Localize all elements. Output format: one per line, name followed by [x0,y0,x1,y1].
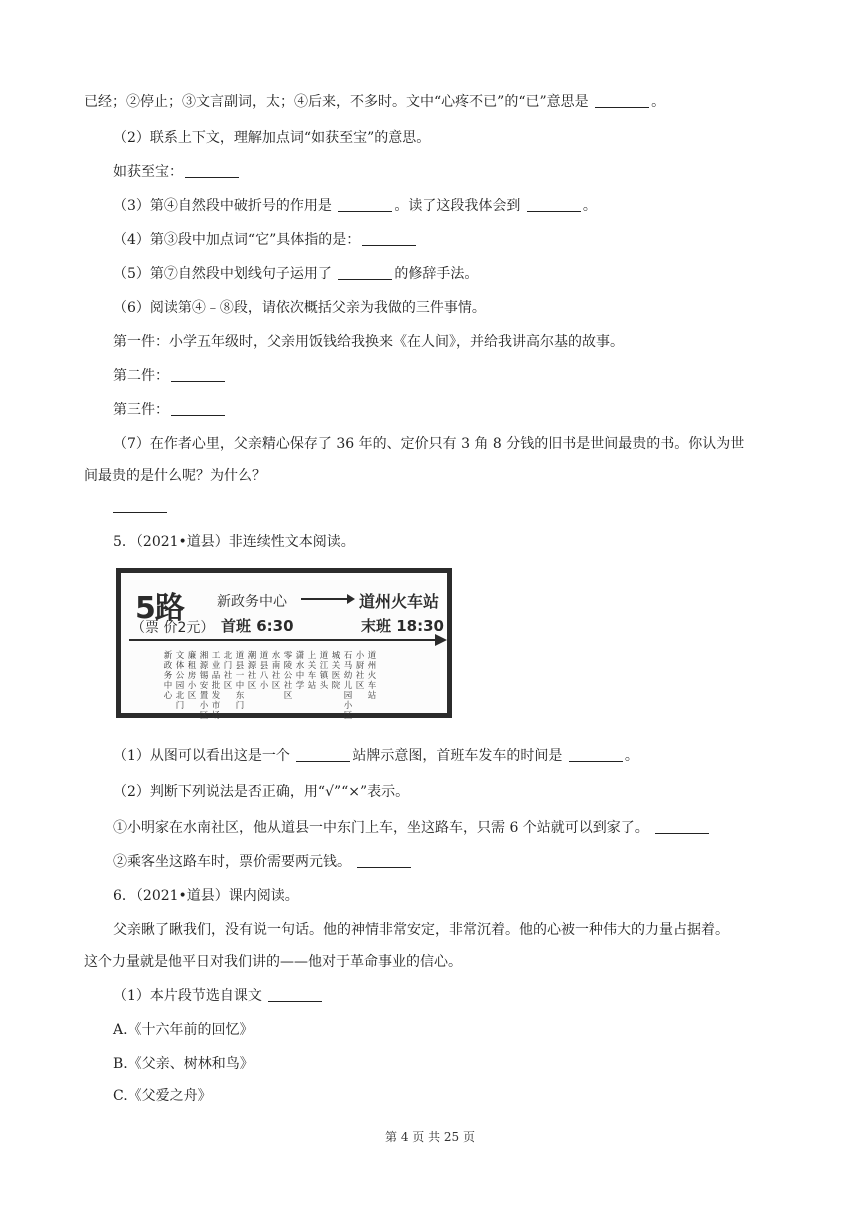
line-text: B.《父亲、树林和鸟》 [113,1056,254,1072]
station-list [163,651,377,721]
answer-blank[interactable] [338,197,392,212]
text-line-24 [113,1086,212,1106]
text-line-4 [113,196,597,216]
page-footer: 第 4 页 共 25 页 [385,1130,475,1144]
first-bus-time: 首班 6:30 [221,617,294,635]
text-line-6 [113,264,478,284]
answer-blank[interactable] [357,853,411,868]
text-line-20 [84,952,462,972]
bus-station-8: 潮 源 社 区 [247,651,257,691]
bus-sign-frame [116,568,452,721]
line-text-mid: 。读了这段我体会到 [394,198,525,214]
bus-fare: （票 价2元） [131,620,215,636]
bus-station-5: 工 业 品 批 发 市 场 [211,651,221,721]
line-text: （1）从图可以看出这是一个 [113,748,295,764]
text-line-12 [84,466,266,486]
bus-station-13: 上 关 车 站 [307,651,317,691]
text-line-1 [84,92,665,112]
text-line-9 [113,366,227,386]
line-text: C.《父爱之舟》 [113,1088,212,1104]
line-text: 第三件： [113,402,169,418]
text-line-13 [113,532,355,552]
text-line-7 [113,298,486,318]
bus-station-15: 城 关 医 院 [331,651,341,691]
bus-station-11: 零 陵 公 社 区 [283,651,293,701]
bus-station-9: 道 县 八 小 [259,651,269,691]
text-line-3 [113,162,241,182]
line-text: （3）第④自然段中破折号的作用是 [113,198,337,214]
answer-blank[interactable] [338,265,392,280]
line-text: 如获至宝： [113,164,183,180]
text-line-15 [113,782,409,802]
line-text: 父亲瞅了瞅我们，没有说一句话。他的神情非常安定，非常沉着。他的心被一种伟大的力量占据着。 [113,922,729,938]
line-text-suffix: 。 [651,94,666,110]
answer-blank[interactable] [171,401,225,416]
answer-blank-2[interactable] [527,197,581,212]
text-line-21 [113,986,324,1006]
bus-route-number: 5路 [135,591,184,626]
text-line-5 [113,230,418,250]
text-line-2 [113,128,430,148]
line-text-mid: 站牌示意图，首班车发车的时间是 [352,748,567,764]
text-line-8 [113,332,624,352]
bus-station-7: 道 县 一 中 东 门 [235,651,245,711]
answer-blank-2[interactable] [569,747,623,762]
line-text: 第一件：小学五年级时，父亲用饭钱给我换来《在人间》，并给我讲高尔基的故事。 [113,334,624,350]
text-line-17 [113,852,413,872]
bus-origin: 新政务中心 [217,594,287,610]
bus-station-18: 道 州 火 车 站 [367,651,377,701]
line-text: （4）第③段中加点词“它”具体指的是： [113,232,361,248]
line-text: （2）判断下列说法是否正确，用“√”“×”表示。 [113,784,410,800]
line-text: （6）阅读第④﹣⑧段，请依次概括父亲为我做的三件事情。 [113,300,486,316]
line-text: ②乘客坐这路车时，票价需要两元钱。 [113,854,356,870]
bus-station-4: 湘 源 锡 安 置 小 区 [199,651,209,721]
bus-destination: 道州火车站 [359,592,440,611]
bus-stop-sign-image [112,564,460,726]
text-line-10 [113,400,227,420]
bus-station-10: 水 南 社 区 [271,651,281,691]
bus-station-3: 廉 租 房 小 区 [187,651,197,701]
text-line-22 [113,1020,254,1040]
bus-station-16: 石 马 幼 儿 园 小 区 [343,651,353,721]
text-line-16 [113,818,711,838]
line-text-suffix: 。 [582,198,597,214]
answer-blank[interactable] [171,367,225,382]
line-text: 6．（2021•道县）课内阅读。 [113,888,299,904]
answer-blank[interactable] [268,987,322,1002]
answer-blank[interactable] [362,231,416,246]
line-text: 这个力量就是他平日对我们讲的——他对于革命事业的信心。 [84,954,462,970]
line-text: A.《十六年前的回忆》 [113,1022,254,1038]
bus-station-14: 道 江 镇 头 [319,651,329,691]
line-text: （7）在作者心里，父亲精心保存了 36 年的、定价只有 3 角 8 分钱的旧书是世间最贵的书。你认为世 [113,436,745,452]
text-line-14 [113,746,639,766]
bus-station-6: 北 门 社 区 [223,651,233,691]
answer-blank[interactable] [595,93,649,108]
bus-station-12: 潇 水 中 学 [295,651,305,691]
text-line-18 [113,886,299,906]
answer-blank[interactable] [296,747,350,762]
line-text: 5．（2021•道县）非连续性文本阅读。 [113,534,355,550]
line-text: ①小明家在水南社区，他从道县一中东门上车，坐这路车，只需 6 个站就可以到家了。 [113,820,654,836]
line-text: 已经；②停止；③文言副词，太；④后来，不多时。文中“心疼不已”的“已”意思是 [84,94,594,110]
line-text: （2）联系上下文，理解加点词“如获至宝”的意思。 [113,130,431,146]
line-text-suffix: 的修辞手法。 [394,266,479,282]
direction-arrow-short [301,593,355,605]
line-text: （5）第⑦自然段中划线句子运用了 [113,266,337,282]
line-text: 间最贵的是什么呢？为什么？ [84,468,266,484]
text-line-19 [113,920,729,940]
line-text-suffix: 。 [624,748,639,764]
line-text: 第二件： [113,368,169,384]
text-line-23 [113,1054,254,1074]
text-line-11 [113,434,744,454]
answer-blank[interactable] [655,819,709,834]
route-arrow-long [129,633,449,647]
bus-station-1: 新 政 务 中 心 [163,651,173,701]
last-bus-time: 末班 18:30 [361,617,444,635]
answer-line-q7[interactable] [113,512,167,513]
bus-station-2: 文 体 公 园 北 门 [175,651,185,711]
line-text: （1）本片段节选自课文 [113,988,267,1004]
answer-blank[interactable] [185,163,239,178]
bus-station-17: 小 厨 社 区 [355,651,365,691]
